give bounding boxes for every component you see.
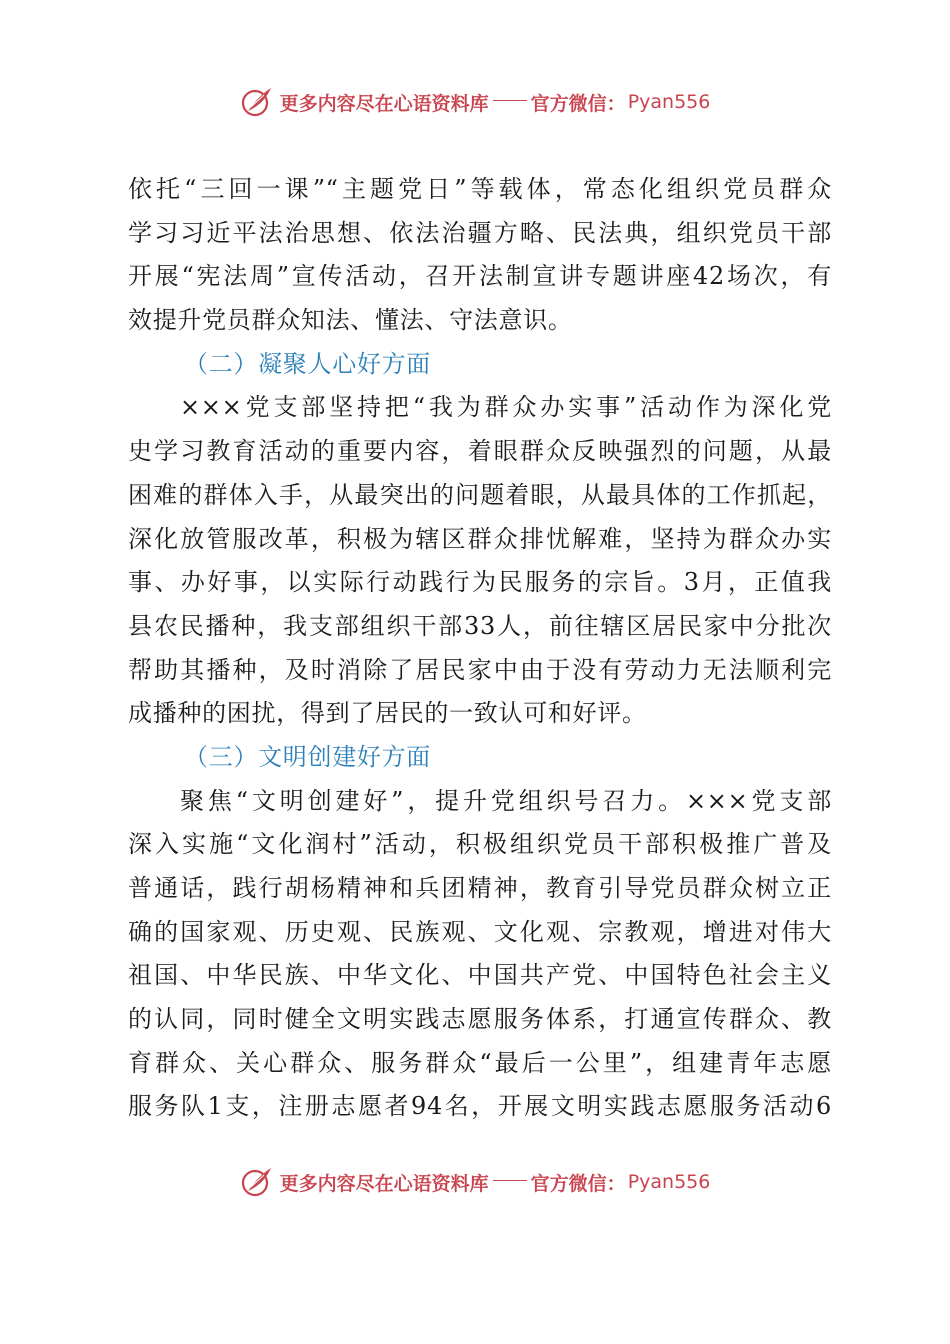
paragraph-line: ×××党支部坚持把“我为群众办实事”活动作为深化党 [180,393,832,422]
paragraph-line: 祖国、中华民族、中华文化、中国共产党、中国特色社会主义 [128,961,832,990]
paragraph-line: 史学习教育活动的重要内容，着眼群众反映强烈的问题，从最 [128,437,832,466]
watermark-wechat-label: 官方微信： [530,1172,626,1195]
paragraph-line: 依托“三回一课”“主题党日”等载体，常态化组织党员群众 [128,175,832,203]
watermark-dash [493,100,527,102]
watermark-wechat-id: Pyan556 [627,1171,711,1193]
watermark-footer [0,1160,950,1204]
watermark-wechat-label: 官方微信： [530,92,626,115]
paragraph-line: 事、办好事，以实际行动践行为民服务的宗旨。3月，正值我 [128,568,832,597]
watermark-text: 更多内容尽在心语资料库 [279,92,489,115]
paragraph-line: 聚焦“文明创建好”，提升党组织号召力。×××党支部 [180,786,832,815]
paragraph-line: 深入实施“文化润村”活动，积极组织党员干部积极推广普及 [128,830,832,859]
paragraph-line: 开展“宪法周”宣传活动，召开法制宣讲专题讲座42场次，有 [128,262,832,291]
paragraph-line: 育群众、关心群众、服务群众“最后一公里”，组建青年志愿 [128,1048,832,1077]
document-body [128,168,832,1129]
watermark-dash [493,1180,527,1182]
quill-logo-icon [240,1165,274,1199]
paragraph-line: 成播种的困扰，得到了居民的一致认可和好评。 [128,699,647,728]
paragraph-line: 效提升党员群众知法、懂法、守法意识。 [128,306,573,335]
paragraph-line: 县农民播种，我支部组织干部33人，前往辖区居民家中分批次 [128,611,832,640]
section-heading-3: （三）文明创建好方面 [184,742,431,771]
paragraph-line: 深化放管服改革，积极为辖区群众排忧解难，坚持为群众办实 [128,524,832,553]
paragraph-line: 帮助其播种，及时消除了居民家中由于没有劳动力无法顺利完 [128,655,832,684]
paragraph-line: 普通话，践行胡杨精神和兵团精神，教育引导党员群众树立正 [128,874,832,902]
watermark-header [0,80,950,124]
paragraph-line: 确的国家观、历史观、民族观、文化观、宗教观，增进对伟大 [128,917,832,946]
section-heading-2: （二）凝聚人心好方面 [184,349,431,378]
watermark-text: 更多内容尽在心语资料库 [279,1172,489,1195]
paragraph-line: 困难的群体入手，从最突出的问题着眼，从最具体的工作抓起， [128,480,832,509]
paragraph-line: 学习习近平法治思想、依法治疆方略、民法典，组织党员干部 [128,218,832,247]
paragraph-line: 的认同，同时健全文明实践志愿服务体系，打通宣传群众、教 [128,1005,832,1034]
quill-logo-icon [240,85,274,119]
watermark-wechat-id: Pyan556 [627,91,711,113]
paragraph-line: 服务队1支，注册志愿者94名，开展文明实践志愿服务活动6 [128,1092,832,1121]
